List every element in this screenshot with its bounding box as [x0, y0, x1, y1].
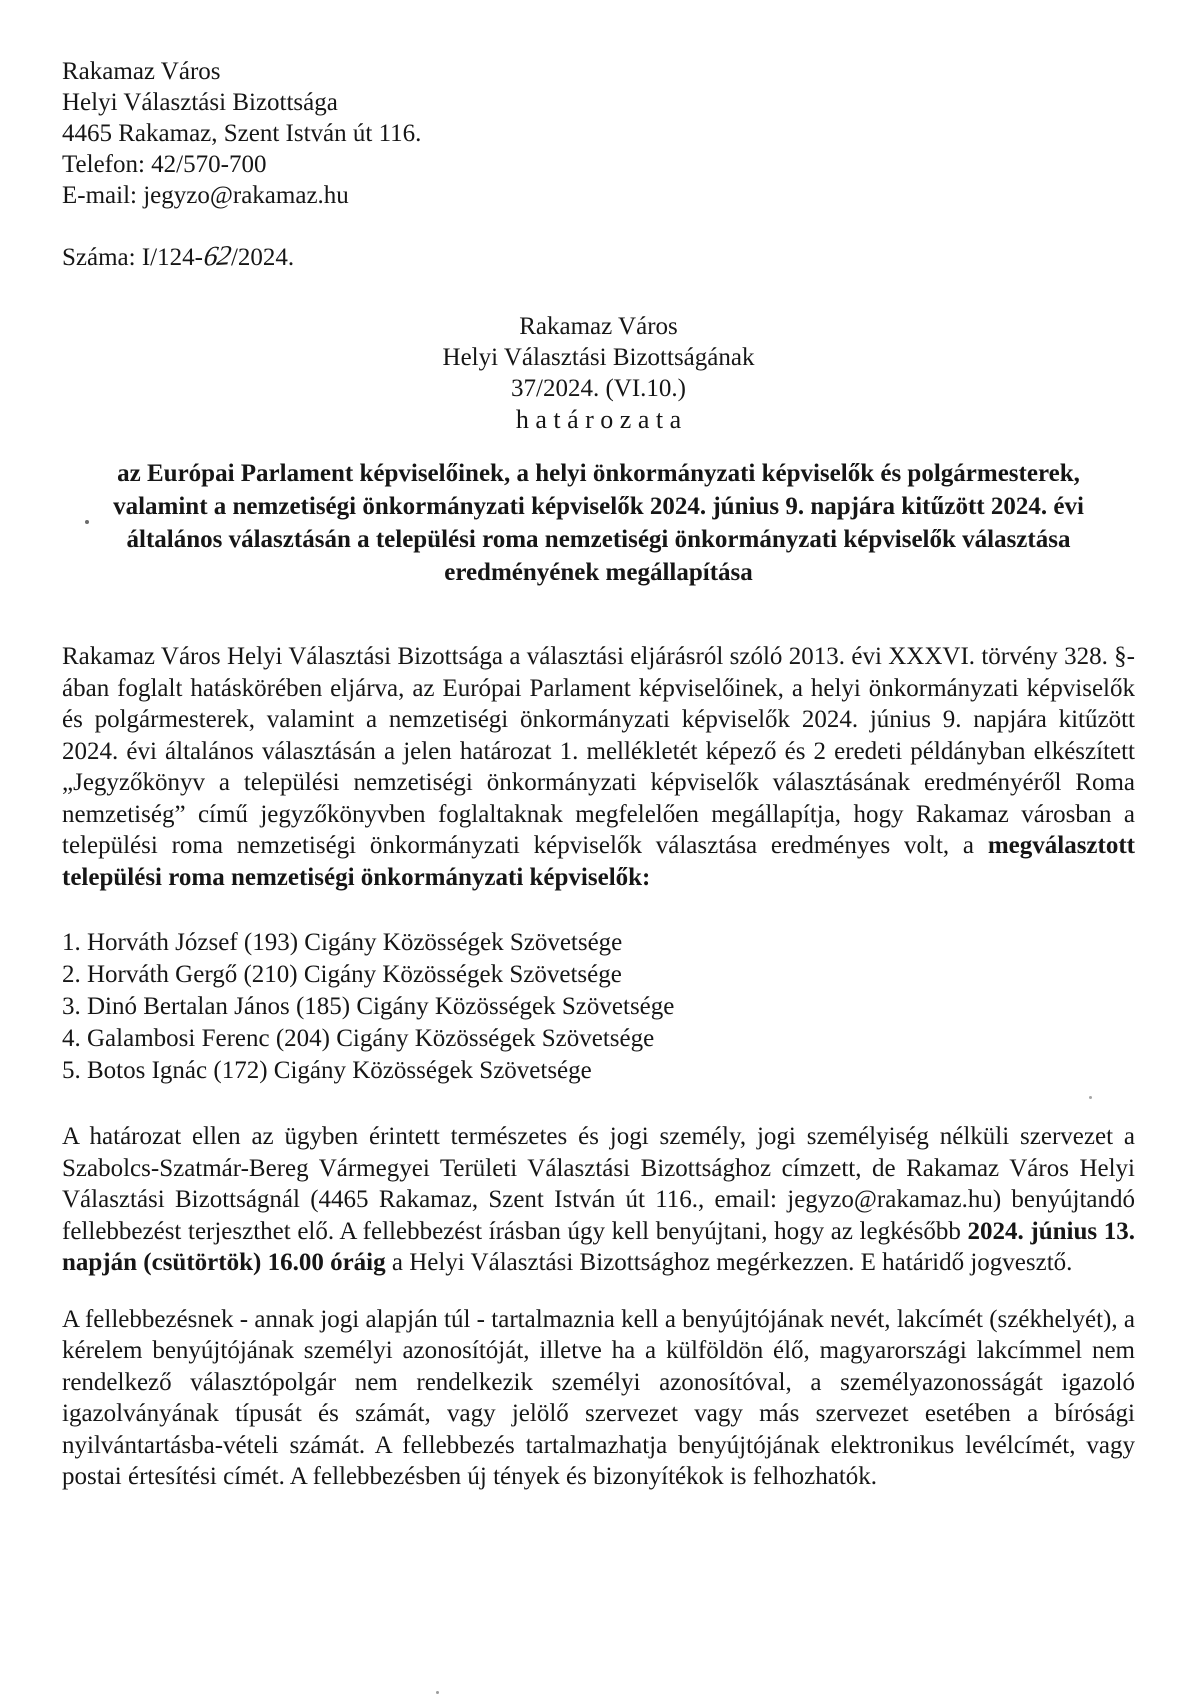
letterhead-address: 4465 Rakamaz, Szent István út 116.	[62, 120, 422, 147]
list-item: 5. Botos Ignác (172) Cigány Közösségek Szövetsége	[62, 1057, 592, 1084]
letterhead-committee: Helyi Választási Bizottsága	[62, 89, 338, 116]
decision-subject: az Európai Parlament képviselőinek, a helyi önkormányzati képviselők és polgármesterek, valamint a nemzetiségi önkormányzati képviselők 2024. június 9. napjára kitűzött 2024. évi általános választásán a települési roma nemzetiségi önkormányzati képviselők választása eredményének megállapítása	[113, 460, 1084, 586]
body-paragraph-3: A fellebbezésnek - annak jogi alapján túl - tartalmaznia kell a benyújtójának nevét, lakcímét (székhelyét), a kérelem benyújtójának személyi azonosítóját, illetve ha a külföldön élő, magyarországi lakcímmel nem rendelkező választópolgár nem rendelkezik személyi azonosítóval, a személyazonosságát igazoló igazolványának típusát és számát, vagy jelölő szervezet vagy más szervezet esetében a bírósági nyilvántartásba-vételi számát. A fellebbezés tartalmazhatja benyújtójának elektronikus levélcímét, vagy postai értesítési címét. A fellebbezésben új tények és bizonyítékok is felhozhatók.	[62, 1305, 1135, 1490]
letterhead-phone: Telefon: 42/570-700	[62, 151, 267, 178]
heading-decision-word: h a t á r o z a t a	[515, 405, 682, 434]
paragraph-2-text-after: a Helyi Választási Bizottsághoz megérkezzen. E határidő jogvesztő.	[385, 1249, 1073, 1276]
scan-artifact-dot	[85, 520, 89, 524]
scan-artifact-dot	[436, 1691, 439, 1694]
scan-artifact-dot	[1089, 1096, 1092, 1099]
case-number-suffix: /2024.	[230, 244, 295, 271]
list-item: 2. Horváth Gergő (210) Cigány Közösségek Szövetsége	[62, 961, 622, 988]
appeal-deadline: 2024. június 13. napján (csütörtök) 16.00 óráig	[62, 1217, 1136, 1276]
list-item: 3. Dinó Bertalan János (185) Cigány Közösségek Szövetsége	[62, 993, 675, 1020]
decision-heading	[62, 311, 1135, 435]
letterhead-org-name: Rakamaz Város	[62, 58, 221, 85]
heading-decision-number: 37/2024. (VI.10.)	[511, 375, 686, 402]
body-paragraph-2	[62, 1121, 1135, 1279]
heading-org-line1: Rakamaz Város	[519, 313, 678, 340]
case-number-prefix: Száma: I/124-	[62, 244, 203, 271]
heading-org-line2: Helyi Választási Bizottságának	[442, 344, 755, 371]
case-number-line	[62, 241, 1135, 273]
body-paragraph-1	[62, 641, 1135, 893]
letterhead	[62, 56, 1135, 211]
letterhead-email: E-mail: jegyzo@rakamaz.hu	[62, 182, 349, 209]
paragraph-1-text: Rakamaz Város Helyi Választási Bizottsága a választási eljárásról szóló 2013. évi XXXVI. törvény 328. §-ában foglalt hatáskörében eljárva, az Európai Parlament képviselőinek, a helyi önkormányzati képviselők és polgármesterek, valamint a nemzetiségi önkormányzati képviselők 2024. június 9. napjára kitűzött 2024. évi általános választásán a jelen határozat 1. mellékletét képező és 2 eredeti példányban elkészített „Jegyzőkönyv a települési nemzetiségi önkormányzati képviselők választásának eredményéről Roma nemzetiség” című jegyzőkönyvben foglaltaknak megfelelően megállapítja, hogy Rakamaz városban a települési roma nemzetiségi önkormányzati képviselők választása eredményes volt, a	[62, 643, 1135, 859]
elected-representatives-list	[62, 927, 1135, 1087]
paragraph-2-text-before: A határozat ellen az ügyben érintett természetes és jogi személy, jogi személyiség nélküli szervezet a Szabolcs-Szatmár-Bereg Vármegyei Területi Választási Bizottsághoz címzett, de Rakamaz Város Helyi Választási Bizottságnál (4465 Rakamaz, Szent István út 116., email: jegyzo@rakamaz.hu) benyújtandó fellebbezést terjeszthet elő. A fellebbezést írásban úgy kell benyújtani, hogy az legkésőbb	[62, 1123, 1135, 1245]
case-number-handwritten: 62	[201, 240, 232, 273]
list-item: 1. Horváth József (193) Cigány Közösségek Szövetsége	[62, 929, 623, 956]
paragraph-1-bold-tail: megválasztott települési roma nemzetiségi önkormányzati képviselők:	[62, 832, 1135, 891]
list-item: 4. Galambosi Ferenc (204) Cigány Közösségek Szövetsége	[62, 1025, 655, 1052]
